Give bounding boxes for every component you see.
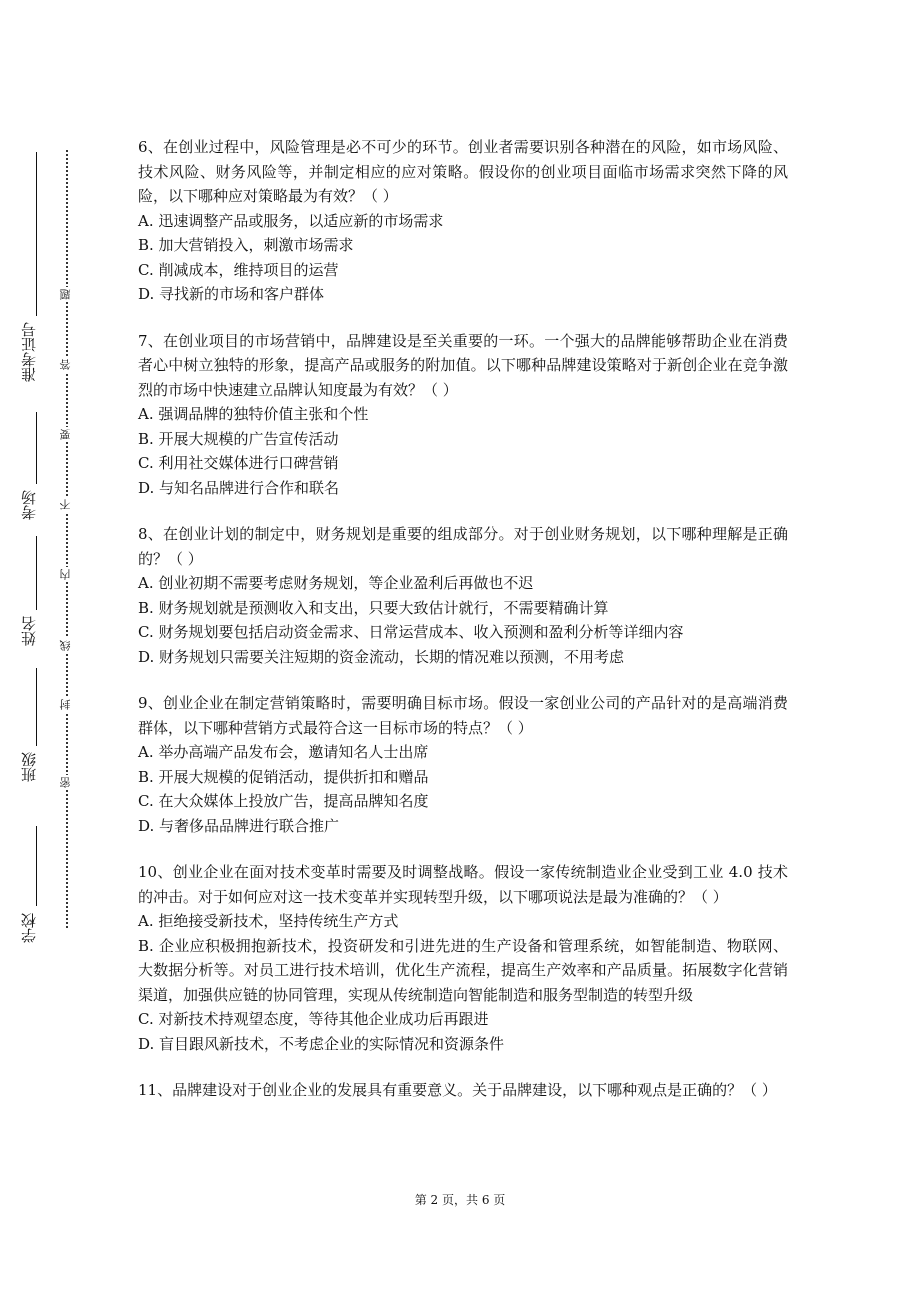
question-stem: 6、在创业过程中，风险管理是必不可少的环节。创业者需要识别各种潜在的风险，如市场风险、技术风险、财务风险等，并制定相应的应对策略。假设你的创业项目面临市场需求突然下降的风险，以下哪种应对策略最为有效？（ ）: [138, 138, 788, 205]
question-10: [138, 860, 788, 1056]
question-11: [138, 1078, 788, 1103]
option-d: D. 财务规划只需要关注短期的资金流动，长期的情况难以预测，不用考虑: [138, 647, 625, 666]
seal-dotted-line: [66, 150, 68, 928]
question-stem: 11、品牌建设对于创业企业的发展具有重要意义。关于品牌建设，以下哪种观点是正确的？（ ）: [138, 1081, 777, 1099]
question-6: [138, 135, 788, 307]
option-b: B. 企业应积极拥抱新技术，投资研发和引进先进的生产设备和管理系统，如智能制造、物联网、大数据分析等。对员工进行技术培训，优化生产流程，提高生产效率和产品质量。拓展数字化营销渠道，加强供应链的协同管理，实现从传统制造向智能制造和服务型制造的转型升级: [138, 936, 788, 1004]
option-a: A. 迅速调整产品或服务，以适应新的市场需求: [138, 211, 444, 230]
name-blank: [36, 536, 37, 610]
seal-char-ti: 题: [59, 287, 75, 302]
option-c: C. 利用社交媒体进行口碑营销: [138, 454, 339, 472]
option-d: D. 与知名品牌进行合作和联名: [138, 478, 340, 497]
school-blank: [36, 826, 37, 906]
option-a: A. 拒绝接受新技术，坚持传统生产方式: [138, 912, 399, 930]
question-stem: 9、创业企业在制定营销策略时，需要明确目标市场。假设一家创业公司的产品针对的是高端消费群体，以下哪种营销方式最符合这一目标市场的特点？（ ）: [138, 694, 788, 737]
option-d: D. 与奢侈品品牌进行联合推广: [138, 816, 340, 835]
question-stem: 7、在创业项目的市场营销中，品牌建设是至关重要的一环。一个强大的品牌能够帮助企业在消费者心中树立独特的形象，提高产品或服务的附加值。以下哪种品牌建设策略对于新创企业在竞争激烈的市场中快速建立品牌认知度最为有效？（ ）: [138, 331, 788, 399]
exam-room-blank: [36, 412, 37, 484]
question-stem: 8、在创业计划的制定中，财务规划是重要的组成部分。对于创业财务规划，以下哪种理解是正确的？（ ）: [138, 525, 788, 568]
seal-char-mi: 密: [59, 775, 75, 790]
exam-number-blank: [36, 152, 37, 316]
option-d: D. 盲目跟风新技术，不考虑企业的实际情况和资源条件: [138, 1034, 505, 1053]
seal-char-xian: 线: [59, 638, 75, 653]
option-a: A. 举办高端产品发布会，邀请知名人士出席: [138, 743, 429, 761]
name-label: 姓名: [20, 616, 38, 646]
exam-room-label: 考场: [20, 490, 38, 520]
question-list: [138, 135, 788, 1125]
option-c: C. 财务规划要包括启动资金需求、日常运营成本、收入预测和盈利分析等详细内容: [138, 623, 684, 641]
exam-number-label: 准考证号: [20, 322, 38, 382]
option-b: B. 财务规划就是预测收入和支出，只要大致估计就行，不需要精确计算: [138, 598, 609, 617]
seal-char-nei: 内: [59, 567, 75, 582]
school-label: 学校: [20, 913, 38, 943]
option-b: B. 开展大规模的促销活动，提供折扣和赠品: [138, 767, 429, 786]
seal-char-yao: 要: [59, 427, 75, 442]
class-blank: [36, 668, 37, 746]
option-c: C. 在大众媒体上投放广告，提高品牌知名度: [138, 792, 429, 810]
option-b: B. 开展大规模的广告宣传活动: [138, 429, 339, 448]
option-c: C. 对新技术持观望态度，等待其他企业成功后再跟进: [138, 1010, 489, 1028]
question-stem: 10、创业企业在面对技术变革时需要及时调整战略。假设一家传统制造业企业受到工业 4.0 技术的冲击。对于如何应对这一技术变革并实现转型升级，以下哪项说法是最为准确的？（ ）: [138, 863, 788, 906]
seal-char-feng: 封: [59, 697, 75, 712]
seal-char-bu: 不: [59, 497, 75, 512]
option-d: D. 寻找新的市场和客户群体: [138, 285, 325, 303]
question-7: [138, 329, 788, 501]
page-number-footer: 第 2 页，共 6 页: [414, 1193, 506, 1207]
question-8: [138, 522, 788, 669]
option-c: C. 削减成本，维持项目的运营: [138, 260, 339, 279]
option-a: A. 强调品牌的独特价值主张和个性: [138, 405, 369, 423]
class-label: 班级: [20, 752, 38, 782]
option-a: A. 创业初期不需要考虑财务规划，等企业盈利后再做也不迟: [138, 574, 534, 592]
seal-char-da: 答: [59, 357, 75, 372]
option-b: B. 加大营销投入，刺激市场需求: [138, 236, 354, 254]
binding-margin: [0, 0, 110, 1302]
question-9: [138, 691, 788, 838]
